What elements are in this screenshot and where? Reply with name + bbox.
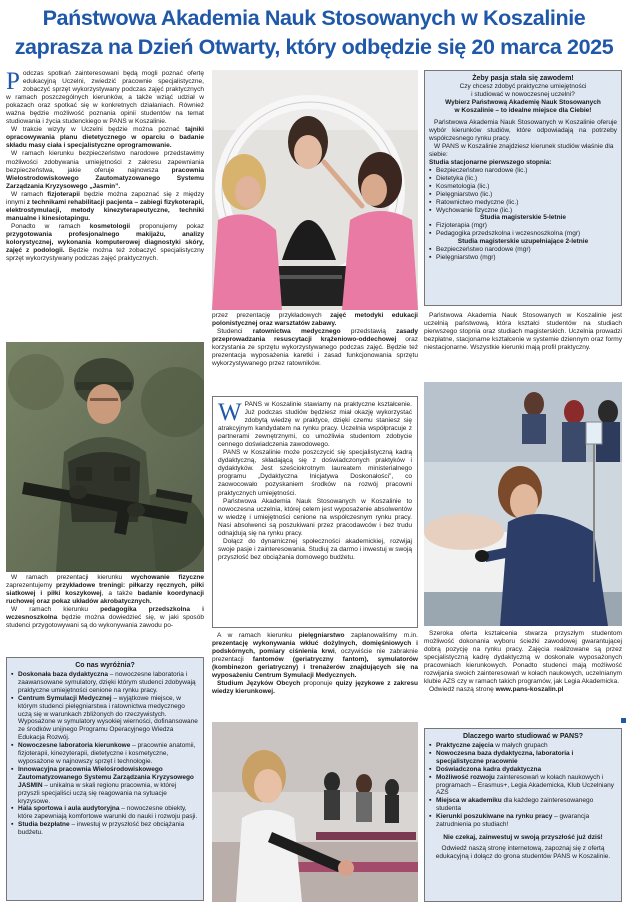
- offer-heading-1: Żeby pasja stała się zawodem!: [472, 75, 574, 82]
- paragraph-join: Dołącz do dynamicznej społeczności akademickiej, rozwijaj swoje pasje i zainteresowania. Studiuj za darmo i inwestuj w swoją przyszłość bez obciążania domowego budżetu.: [218, 537, 412, 561]
- paragraph-pedagogy: W ramach kierunku pedagogika przedszkolna i wczesnoszkolna będzie można dowiedzieć się, w jaki sposób studenci przygotowywani są do wykonywania zawodu po-: [6, 606, 204, 630]
- paragraph-university-info: Państwowa Akademia Nauk Stosowanych w Koszalinie jest uczelnią państwową, która kształci studentów na studiach pierwszego stopnia oraz studiach magisterskich. Uczelnia prowadzi bezpłatne, stacjonarne kształcenie w systemie dziennym oraz formy niestacjonarne. Wszystkie kierunki mają profil praktyczny.: [424, 312, 622, 352]
- photo-physical-education: [212, 722, 418, 902]
- box-footer: Odwiedź naszą stronę internetową, zapoznaj się z ofertą edukacyjną i dołącz do grona studentów PANS w Koszalinie.: [435, 844, 611, 860]
- list-item: ▪ Praktyczne zajęcia w małych grupach: [429, 742, 617, 750]
- paragraph-offer-breadth: Szeroka oferta kształcenia stwarza przyszłym studentom możliwość dokonania wyboru ścieżki zawodowej gwarantującej dobrą pozycję na rynku pracy. Zajęcia realizowane są przez specjalistyczną kadrę dydaktyczną w doskonale wyposażonych pracowniach kierunkowych. Ponadto studenci mają możliwość rozwijania swoich zainteresowań w kołach naukowych, uczelnianym klubie AZS czy w ramach takich programów, jak Legia Akademicka.: [424, 630, 622, 686]
- offer-heading-2: Czy chcesz zdobyć praktyczne umiejętności: [459, 83, 587, 90]
- offer-heading-4: Wybierz Państwową Akademię Nauk Stosowanych: [445, 99, 601, 106]
- column-3-text-lower: [424, 630, 622, 726]
- list-item: ▪ Kierunki poszukiwane na rynku pracy – gwarancja zatrudnienia po studiach!: [429, 813, 617, 829]
- practical-education-text: [218, 401, 412, 623]
- list-item: ▪ Doświadczona kadra dydaktyczna: [429, 766, 617, 774]
- list-item: ▪ Innowacyjna pracownia Wielośrodowiskowego Zautomatyzowanego Systemu Zarządzania Kryzysowego JASMIN – unikalna w skali regionu pracownia, w której przyszli specjaliści uczą się reagowania na sytuacje kryzysowe.: [11, 766, 199, 806]
- five-year-list: [429, 222, 617, 238]
- group-first-degree: Studia stacjonarne pierwszego stopnia:: [429, 159, 552, 166]
- box-title-what-sets-us-apart: Co nas wyróżnia?: [75, 662, 135, 669]
- paragraph-staff: PANS w Koszalinie może poszczycić się specjalistyczną kadrą dydaktyczną, składającą się z doświadczonych praktyków i dydaktyków. Jest sześciokrotnym laureatem ministerialnego programu „Dydaktyczna Inicjatywa Doskonałości”, co zaowocowało pozyskaniem środków na rozwój pracowni praktycznych umiejętności.: [218, 449, 412, 497]
- headline-line-1: Państwowa Akademia Nauk Stosowanych w Koszalinie: [42, 6, 586, 30]
- list-item: ▪ Dietetyka (lic.): [429, 175, 617, 183]
- group-five-year: Studia magisterskie 5-letnie: [480, 214, 566, 222]
- reasons-list: [429, 742, 617, 829]
- box-title-why-study: Dlaczego warto studiować w PANS?: [462, 733, 584, 740]
- list-item: ▪ Pielęgniarstwo (lic.): [429, 191, 617, 199]
- photo-soldier: [6, 342, 204, 572]
- column-1-text-lower: [6, 574, 204, 656]
- list-item: ▪ Doskonała baza dydaktyczna – nowoczesne laboratoria i zaawansowane symulatory, dzięki którym studenci zdobywają praktyczne umiejętności cenione na rynku pracy.: [11, 671, 199, 695]
- box-study-offer: [424, 70, 622, 306]
- list-item: ▪ Miejsca w akademiku dla każdego zainteresowanego studenta: [429, 797, 617, 813]
- list-item: ▪ Nowoczesna baza dydaktyczna, laboratoria i specjalistyczne pracownie: [429, 750, 617, 766]
- paragraph-physical-education: W ramach prezentacji kierunku wychowanie fizyczne zaprezentujemy przykładowe treningi: piłkarzy ręcznych, piłki siatkowej i piłki koszykowej, a także badanie koordynacji ruchowej oraz pokaz układów akrobatycznych.: [6, 574, 204, 606]
- photo-cosmetology: [212, 70, 418, 310]
- paragraph-practical: WPANS w Koszalinie stawiamy na praktyczne kształcenie. Już podczas studiów będziesz miał okazję wykorzystać zdobytą wiedzę w praktyce, dzięki czemu staniesz się atrakcyjnym kandydatem na rynku pracy. Uczelnia współpracuje z partnerami zewnętrznymi, co umożliwia studentom zdobycie cennego doświadczenia zawodowego.: [218, 401, 412, 449]
- list-item: ▪ Pedagogika przedszkolna i wczesnoszkolna (mgr): [429, 230, 617, 238]
- column-1-text: [6, 70, 204, 336]
- paragraph-pedagogy-continued: przez prezentację przykładowych zajęć metodyki edukacji polonistycznej oraz warsztatów zabawy.: [212, 312, 418, 328]
- website-link[interactable]: www.pans-koszalin.pl: [495, 686, 564, 694]
- offer-heading-5: w Koszalinie – to idealne miejsce dla Ciebie!: [454, 107, 592, 114]
- paragraph-modern-university: Państwowa Akademia Nauk Stosowanych w Koszalinie to nowoczesna uczelnia, której celem jest wyposażenie absolwentów w wiedzę i umiejętności cenione na współczesnym rynku pracy. Nasi absolwenci są poszukiwani przez pracodawców i bez trudu odnajdują się na rynku pracy.: [218, 497, 412, 537]
- paragraph-security: W ramach kierunku bezpieczeństwo narodowe przedstawimy możliwości zdobywania umiejętności z zakresu zapewniania bezpieczeństwa, jakie oferuje najnowsza pracownia Wielostrodowiskowego Zautomatyzowanego Systemu Zarządzania Kryzysowego „Jasmin”.: [6, 150, 204, 190]
- list-item: ▪ Ratownictwo medyczne (lic.): [429, 199, 617, 207]
- drop-cap: W: [218, 401, 242, 426]
- offer-heading-3: i studiować w nowoczesnej uczelni?: [471, 91, 575, 98]
- fitness-image: [212, 722, 418, 902]
- slogan: Nie czekaj, zainwestuj w swoją przyszłość już dziś!: [443, 833, 603, 841]
- list-item: ▪ Centrum Symulacji Medycznej – wyjątkowe miejsce, w którym studenci pielęgniarstwa i ratownictwa medycznego uczą się w warunkach zbliżonych do rzeczywistych. Wyposażone w symulatory wysokiej wierności, dofinansowane ze środków unijnego Programu Operacyjnego Wiedza Edukacja Rozwój.: [11, 695, 199, 742]
- box-practical-education: [212, 396, 418, 628]
- paragraph-paramedics: Studenci ratownictwa medycznego przedstawią zasady przeprowadzania resuscytacji krążeniowo-oddechowej oraz korzystania ze sprzętu wykorzystywanego podczas zajęć. Będzie też prezentacja wyposażenia karetki i zasad funkcjonowania sprzętu wykorzystywanego przez ratowników.: [212, 328, 418, 368]
- paragraph-cosmetology: Ponadto w ramach kosmetologii proponujemy pokaz przygotowania profesjonalnego makijażu, analizy kolorystycznej, wykonania komputerowej diagnostyki skóry, zajęć z podologii. Będzie można też zobaczyć specjalistyczny sprzęt wykorzystywany podczas zajęć praktycznych.: [6, 222, 204, 263]
- paragraph-languages: Studium Języków Obcych proponuje quizy językowe z zakresu wiedzy kierunkowej.: [212, 680, 418, 696]
- list-item: ▪ Kosmetologia (lic.): [429, 183, 617, 191]
- offer-intro-2: W PANS w Koszalinie znajdziesz kierunek studiów właśnie dla siebie:: [429, 143, 614, 158]
- box-why-study: [424, 728, 622, 902]
- paragraph-dietetics: W trakcie wizyty w Uczelni będzie można poznać tajniki opracowywania planu dietetycznego w oparciu o badanie składu masy ciała i specjalistyczne oprogramowanie.: [6, 126, 204, 150]
- list-item: ▪ Hala sportowa i aula audytoryjna – nowoczesne obiekty, które zapewniają komfortowe warunki do nauki i rozwoju pasji.: [11, 805, 199, 821]
- list-item: ▪ Pielęgniarstwo (mgr): [429, 254, 617, 262]
- distinctions-list: [11, 671, 199, 837]
- first-degree-list: [429, 167, 617, 214]
- two-year-list: [429, 246, 617, 262]
- photo-nursing: [424, 382, 622, 626]
- column-2-text-lower: [212, 632, 418, 712]
- list-item: ▪ Studia bezpłatne – inwestuj w przyszłość bez obciążania budżetu.: [11, 821, 199, 837]
- drop-cap: P: [6, 70, 20, 95]
- list-item: ▪ Możliwość rozwoju zainteresowań w kołach naukowych i programach – Erasmus+, Legia Akademicka, Klub Uczelniany AZS: [429, 774, 617, 798]
- headline-line-2: zaprasza na Dzień Otwarty, który odbędzie się 20 marca 2025: [14, 35, 614, 59]
- makeup-image: [212, 70, 418, 310]
- nursing-image: [424, 382, 622, 626]
- end-marker: [621, 718, 626, 723]
- group-two-year: Studia magisterskie uzupełniające 2-letnie: [457, 238, 589, 246]
- intro-paragraph: Podczas spotkań zainteresowani będą mogli poznać ofertę edukacyjną Uczelni, zwiedzić pracownie specjalistyczne, zobaczyć sprzęt wykorzystywany podczas zajęć praktycznych w ramach poszczególnych kierunków, a także wziąć udział w pokazach oraz spotkać się w konkretnych działaniach. Również ważna będzie możliwość poznania opinii studentów na temat studiowania i życia studenckiego w PANS w Koszalinie.: [6, 70, 204, 126]
- soldier-image: [6, 342, 204, 572]
- paragraph-physiotherapy: W ramach fizjoterapii będzie można zapoznać się z między innymi z technikami rehabilitacji pacjenta – zabiegi fizykoterapii, elektrostymulacji, metody kinezyterapeutyczne, techniki manualne i kinesiotapingu.: [6, 190, 204, 222]
- column-2-text: [212, 312, 418, 392]
- list-item: ▪ Bezpieczeństwo narodowe (lic.): [429, 167, 617, 175]
- offer-intro: Państwowa Akademia Nauk Stosowanych w Koszalinie oferuje wybór kierunków studiów, które odpowiadają na potrzeby współczesnego rynku pracy.: [429, 119, 617, 142]
- column-3-text: [424, 312, 622, 378]
- list-item: ▪ Wychowanie fizyczne (lic.): [429, 207, 617, 215]
- list-item: ▪ Fizjoterapia (mgr): [429, 222, 617, 230]
- paragraph-website: Odwiedź naszą stronę www.pans-koszalin.pl: [429, 686, 564, 694]
- paragraph-nursing: A w ramach kierunku pielęgniarstwo zaplanowaliśmy m.in. prezentację wykonywania wkłuć dożylnych, domięśniowych i podskórnych, pomiary ciśnienia krwi, oczywiście nie zabraknie prezentacji fantomów (geriatryczny fantom), symulatorów (kombinezon geriatryczny) i trenażerów znajdujących się na wyposażeniu Centrum Symulacji Medycznych.: [212, 632, 418, 680]
- box-what-sets-us-apart: [6, 657, 204, 901]
- list-item: ▪ Bezpieczeństwo narodowe (mgr): [429, 246, 617, 254]
- list-item: ▪ Nowoczesne laboratoria kierunkowe – pracownie anatomii, fizjoterapii, kinezyterapii, dietetyczne i kosmetyczne, wyposażone w najnowszy sprzęt i technologie.: [11, 742, 199, 766]
